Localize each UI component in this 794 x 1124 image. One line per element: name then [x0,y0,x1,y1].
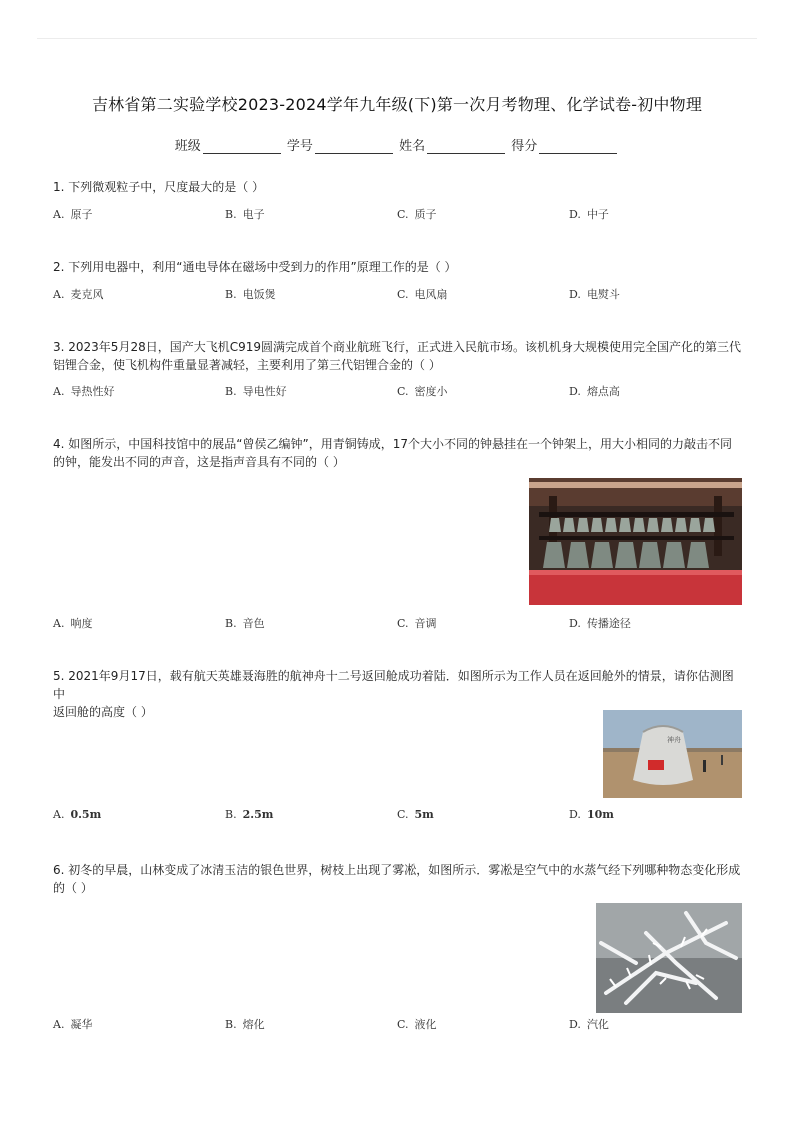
question-2 [53,258,743,276]
q5-option-c[interactable]: C. 5m [397,808,434,821]
name-label: 姓名 [399,139,426,154]
q3-option-c[interactable]: C. 密度小 [397,385,448,398]
q3-option-b[interactable]: B. 导电性好 [225,385,287,398]
question-6-line-1: 6. 初冬的早晨，山林变成了冰清玉洁的银色世界，树枝上出现了雾凇，如图所示．雾凇是空气中的水蒸气经下列哪种物态变化形成 [53,863,741,877]
class-label: 班级 [174,139,201,154]
question-6 [53,861,743,897]
student-info-line [0,135,794,154]
question-5-line-2: 返回舱的高度（ ） [53,705,153,719]
question-1-text: 1. 下列微观粒子中，尺度最大的是（ ） [53,180,265,194]
q2-option-d[interactable]: D. 电熨斗 [569,288,620,301]
rime-frost-photo [596,903,742,1013]
class-blank[interactable] [203,140,281,154]
student-id-label: 学号 [286,139,313,154]
score-blank[interactable] [539,140,617,154]
score-label: 得分 [511,139,538,154]
q5-option-d[interactable]: D. 10m [569,808,614,821]
chime-bells-photo [529,478,742,605]
q6-option-b[interactable]: B. 熔化 [225,1018,265,1031]
chime-bells-illustration [529,478,742,605]
page-title: 吉林省第二实验学校2023-2024学年九年级(下)第一次月考物理、化学试卷-初中物理 [91,95,703,114]
q5-option-a[interactable]: A. 0.5m [53,808,102,821]
q1-option-d[interactable]: D. 中子 [569,208,609,221]
question-4-line-1: 4. 如图所示，中国科技馆中的展品“曾侯乙编钟”，用青铜铸成，17个大小不同的钟悬挂在一个钟架上，用大小相同的力敲击不同 [53,437,732,451]
q3-option-a[interactable]: A. 导热性好 [53,385,115,398]
question-2-text: 2. 下列用电器中，利用“通电导体在磁场中受到力的作用”原理工作的是（ ） [53,260,457,274]
question-3-line-1: 3. 2023年5月28日，国产大飞机C919圆满完成首个商业航班飞行，正式进入民航市场。该机机身大规模使用完全国产化的第三代 [53,340,741,354]
question-3-line-2: 铝锂合金，使飞机构件重量显著减轻，主要利用了第三代铝锂合金的（ ） [53,358,441,372]
student-id-blank[interactable] [315,140,393,154]
q4-option-b[interactable]: B. 音色 [225,617,265,630]
q1-option-b[interactable]: B. 电子 [225,208,265,221]
q5-option-b[interactable]: B. 2.5m [225,808,274,821]
q6-option-c[interactable]: C. 液化 [397,1018,437,1031]
q1-option-a[interactable]: A. 原子 [53,208,93,221]
q2-option-a[interactable]: A. 麦克风 [53,288,104,301]
svg-text:神舟: 神舟 [667,736,681,744]
q2-option-c[interactable]: C. 电风扇 [397,288,448,301]
question-5-line-1: 5. 2021年9月17日，载有航天英雄聂海胜的航神舟十二号返回舱成功着陆．如图所示为工作人员在返回舱外的情景，请你估测图中 [53,669,734,701]
q3-option-d[interactable]: D. 熔点高 [569,385,620,398]
rime-frost-illustration [596,903,742,1013]
q4-option-d[interactable]: D. 传播途径 [569,617,631,630]
q6-option-a[interactable]: A. 凝华 [53,1018,93,1031]
q2-option-b[interactable]: B. 电饭煲 [225,288,276,301]
question-6-line-2: 的（ ） [53,881,93,895]
question-3 [53,338,743,374]
question-1 [53,178,743,196]
return-capsule-illustration [603,710,742,798]
name-blank[interactable] [427,140,505,154]
top-divider [37,38,757,39]
q1-option-c[interactable]: C. 质子 [397,208,437,221]
return-capsule-photo [603,710,742,798]
question-4-line-2: 的钟，能发出不同的声音，这是指声音具有不同的（ ） [53,455,345,469]
q4-option-a[interactable]: A. 响度 [53,617,93,630]
q6-option-d[interactable]: D. 汽化 [569,1018,609,1031]
q4-option-c[interactable]: C. 音调 [397,617,437,630]
question-4 [53,435,743,471]
